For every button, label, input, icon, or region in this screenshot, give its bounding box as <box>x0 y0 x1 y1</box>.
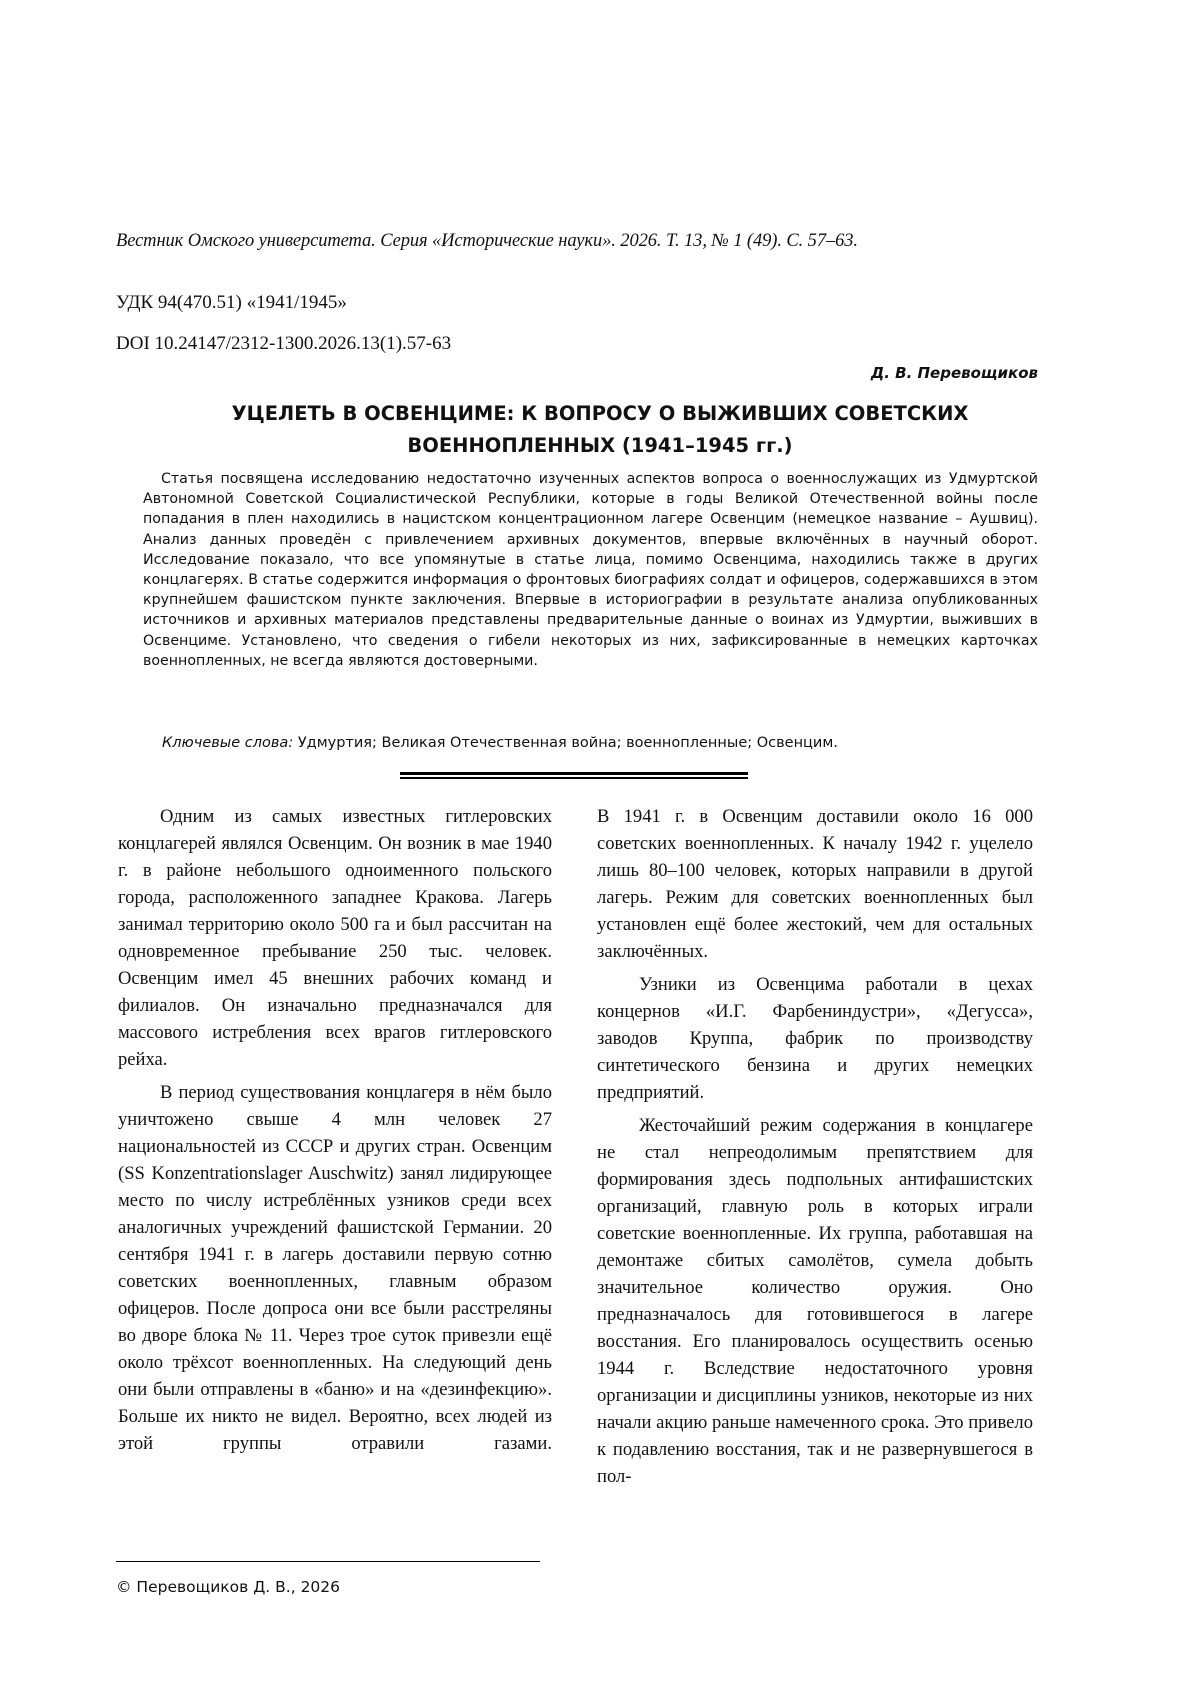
paragraph: В 1941 г. в Освенцим доставили около 16 000 советских военнопленных. К началу 1942 г. уцелело лишь 80–100 человек, которых направили в другой лагерь. Режим для советских военнопленных был установлен ещё более жестокий, чем для остальных заключённых. <box>597 806 1033 962</box>
doi-code: DOI 10.24147/2312-1300.2026.13(1).57-63 <box>116 333 452 354</box>
author-name: Д. В. Перевощиков <box>870 364 1038 382</box>
journal-citation: Вестник Омского университета. Серия «Исторические науки». 2026. Т. 13, № 1 (49). С. 57–63. <box>116 231 858 251</box>
keywords-list: Удмуртия; Великая Отечественная война; военнопленные; Освенцим. <box>293 735 838 751</box>
right-column <box>597 803 1033 1496</box>
paragraph: Узники из Освенцима работали в цехах концернов «И.Г. Фарбениндустри», «Дегусса», заводов Круппа, фабрик по производству синтетического бензина и других немецких предприятий. <box>597 974 1033 1103</box>
title-line-2: ВОЕННОПЛЕННЫХ (1941–1945 гг.) <box>407 434 793 457</box>
copyright-footnote: © Перевощиков Д. В., 2026 <box>116 1578 341 1596</box>
paragraph: Жесточайший режим содержания в концлагере не стал непреодолимым препятствием для формирования здесь подпольных антифашистских организаций, главную роль в которых играли советские военнопленные. Их группа, работавшая на демонтаже сбитых самолётов, сумела добыть значительное количество оружия. Оно предназначалось для готовившегося в лагере восстания. Его планировалось осуществить осенью 1944 г. Вследствие недостаточного уровня организации и дисциплины узников, некоторые из них начали акцию раньше намеченного срока. Это привело к подавлению восстания, так и не развернувшегося в пол- <box>597 1115 1033 1487</box>
keywords-label: Ключевые слова: <box>162 735 294 751</box>
footnote-rule <box>116 1561 540 1562</box>
abstract: Статья посвящена исследованию недостаточно изученных аспектов вопроса о военнослужащих из Удмуртской Автономной Советской Социалистической Республики, которые в годы Великой Отечественной войны после попадания в плен находились в нацистском концентрационном лагере Освенцим (немецкое название – Аушвиц). Анализ данных проведён с привлечением архивных документов, впервые включённых в научный оборот. Исследование показало, что все упомянутые в статье лица, помимо Освенцима, находились также в других концлагерях. В статье содержится информация о фронтовых биографиях солдат и офицеров, содержавшихся в этом крупнейшем фашистском пункте заключения. Впервые в историографии в результате анализа опубликованных источников и архивных материалов представлены предварительные данные о воинах из Удмуртии, выживших в Освенциме. Установлено, что сведения о гибели некоторых из них, зафиксированные в немецких карточках военнопленных, не всегда являются достоверными. <box>143 471 1038 669</box>
left-column <box>118 803 552 1463</box>
udk-code: УДК 94(470.51) «1941/1945» <box>116 292 347 313</box>
article-title <box>120 398 1080 462</box>
keywords <box>162 735 838 751</box>
section-separator <box>400 772 748 779</box>
title-line-1: УЦЕЛЕТЬ В ОСВЕНЦИМЕ: К ВОПРОСУ О ВЫЖИВШИХ СОВЕТСКИХ <box>231 402 969 425</box>
paragraph: Одним из самых известных гитлеровских концлагерей являлся Освенцим. Он возник в мае 1940 г. в районе небольшого одноименного польского города, расположенного западнее Кракова. Лагерь занимал территорию около 500 га и был рассчитан на одновременное пребывание 250 тыс. человек. Освенцим имел 45 внешних рабочих команд и филиалов. Он изначально предназначался для массового истребления всех врагов гитлеровского рейха. <box>118 806 552 1070</box>
paragraph: В период существования концлагеря в нём было уничтожено свыше 4 млн человек 27 национальностей из СССР и других стран. Освенцим (SS Konzentrationslager Auschwitz) занял лидирующее место по числу истреблённых узников среди всех аналогичных учреждений фашистской Германии. 20 сентября 1941 г. в лагерь доставили первую сотню советских военнопленных, главным образом офицеров. После допроса они все были расстреляны во дворе блока № 11. Через трое суток привезли ещё около трёхсот военнопленных. На следующий день они были отправлены в «баню» и на «дезинфекцию». Больше их никто не видел. Вероятно, всех людей из этой группы отравили газами. <box>118 1082 552 1454</box>
